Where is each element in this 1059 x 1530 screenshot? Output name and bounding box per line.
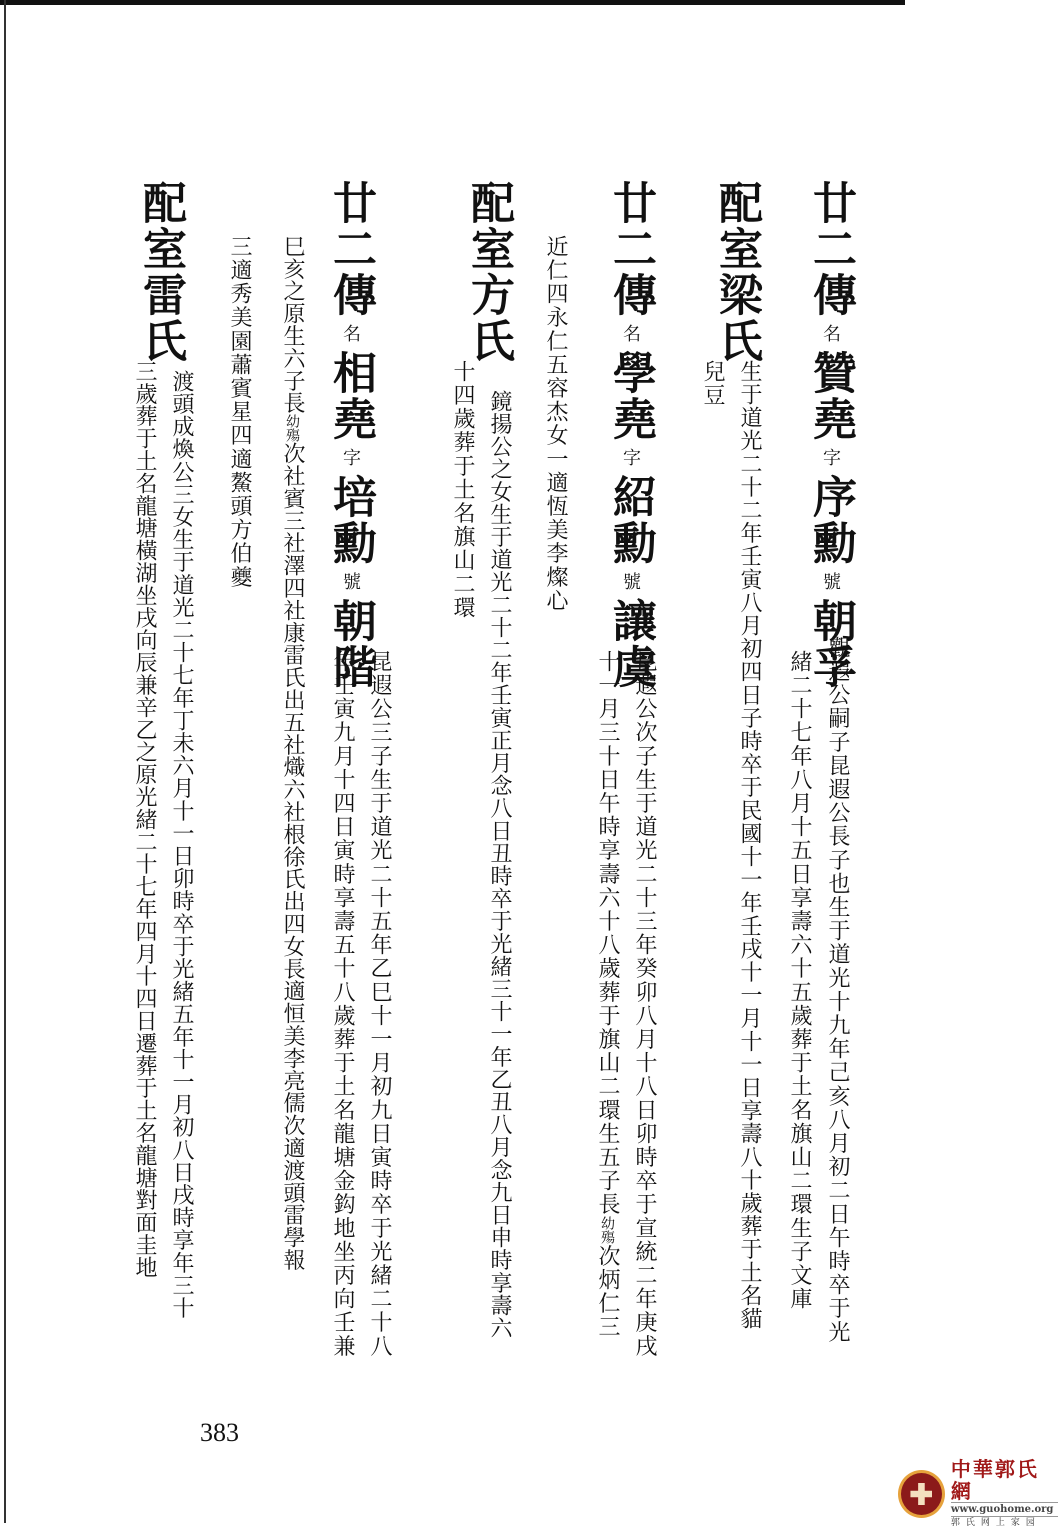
- text-line: 鏡揚公之女生于道光二十二年壬寅正月念八日丑時卒于光緒三十一年乙丑八月念九日申時享壽六: [487, 390, 512, 1340]
- label-zi: 字: [620, 448, 641, 468]
- page-number: 383: [200, 1418, 239, 1447]
- text-line: 年壬寅九月十四日寅時享壽五十八歲葬于土名龍塘金鈎地坐丙向壬兼: [330, 650, 355, 1358]
- left-border: [4, 0, 6, 1523]
- heading-zanyao: [805, 180, 856, 690]
- heading-spouse-lei: 配室雷氏: [135, 180, 186, 364]
- text-line: 十四歲葬于土名旗山二環: [450, 360, 475, 620]
- text-line: 三適秀美園蕭賓星四適鰲頭方伯夔: [227, 235, 252, 589]
- art-name: 朝階: [325, 598, 376, 690]
- label-zi: 字: [340, 448, 361, 468]
- generation: 廿二傳: [325, 180, 376, 318]
- text-segment: 次社賓三社澤四社康雷氏出五社熾六社根徐氏出四女長適恒美李亮儒次適渡頭雷學報: [280, 442, 305, 1272]
- art-name: 朝孚: [805, 598, 856, 690]
- text-line: 昆遐公次子生于道光二十三年癸卯八月十八日卯時卒于宣統二年庚戌: [632, 650, 657, 1358]
- label-zi: 字: [820, 448, 841, 468]
- heading-xueyao: [605, 180, 656, 690]
- text-segment: 十一月三十日午時享壽六十八歲葬于旗山二環生五子長: [595, 650, 620, 1217]
- generation: 廿二傳: [605, 180, 656, 318]
- text-line: 三歲葬于土名龍塘橫湖坐戌向辰兼辛乙之原光緒二十七年四月十四日遷葬于土名龍塘對面圭地: [132, 360, 157, 1279]
- courtesy-name: 紹勳: [605, 474, 656, 566]
- text-segment: 次炳仁三: [595, 1244, 620, 1339]
- text-line: 緒二十七年八月十五日享壽六十五歲葬于土名旗山二環生子文庫: [787, 650, 812, 1311]
- text-line: [596, 650, 618, 1339]
- label-hao: 號: [340, 572, 361, 592]
- art-name: 讓虞: [605, 598, 656, 690]
- note-died-young: 幼殤: [284, 414, 300, 443]
- logo-title: 中華郭氏網: [950, 1457, 1039, 1503]
- name: 贊堯: [805, 350, 856, 442]
- site-logo: [898, 1457, 1058, 1528]
- courtesy-name: 序勳: [805, 474, 856, 566]
- label-hao: 號: [620, 572, 641, 592]
- label-ming: 名: [820, 324, 841, 344]
- courtesy-name: 培勳: [325, 474, 376, 566]
- text-line: 生于道光二十二年壬寅八月初四日子時卒于民國十一年壬戌十一月十一日享壽八十歲葬于土名貓: [737, 360, 762, 1331]
- text-line: 兒豆: [700, 360, 725, 408]
- generation: 廿二傳: [805, 180, 856, 318]
- text-line: 觀遐公嗣子昆遐公長子也生于道光十九年己亥八月初二日午時卒于光: [825, 636, 850, 1344]
- text-line: 昆遐公三子生于道光二十五年乙巳十一月初九日寅時卒于光緒二十八: [367, 650, 392, 1358]
- logo-url: www.guohome.org: [951, 1502, 1058, 1517]
- label-ming: 名: [340, 324, 361, 344]
- label-hao: 號: [820, 572, 841, 592]
- logo-subtitle: 郭氏网上家园: [950, 1518, 1041, 1528]
- note-died-young: 幼殤: [599, 1216, 615, 1245]
- seal-emblem-icon: [898, 1470, 945, 1518]
- top-border: [0, 0, 905, 5]
- heading-xiangyao: [325, 180, 376, 690]
- name: 相堯: [325, 350, 376, 442]
- heading-spouse-fang: 配室方氏: [463, 180, 514, 364]
- text-line: 近仁四永仁五容杰女一適恆美李燦心: [543, 235, 568, 613]
- heading-spouse-liang: 配室梁氏: [711, 180, 762, 364]
- name: 學堯: [605, 350, 656, 442]
- text-line: 渡頭成煥公三女生于道光二十七年丁未六月十一日卯時卒于光緒五年十一月初八日戌時享年三十: [169, 370, 194, 1320]
- text-line: [281, 235, 303, 1271]
- label-ming: 名: [620, 324, 641, 344]
- text-segment: 巳亥之原生六子長: [280, 235, 305, 415]
